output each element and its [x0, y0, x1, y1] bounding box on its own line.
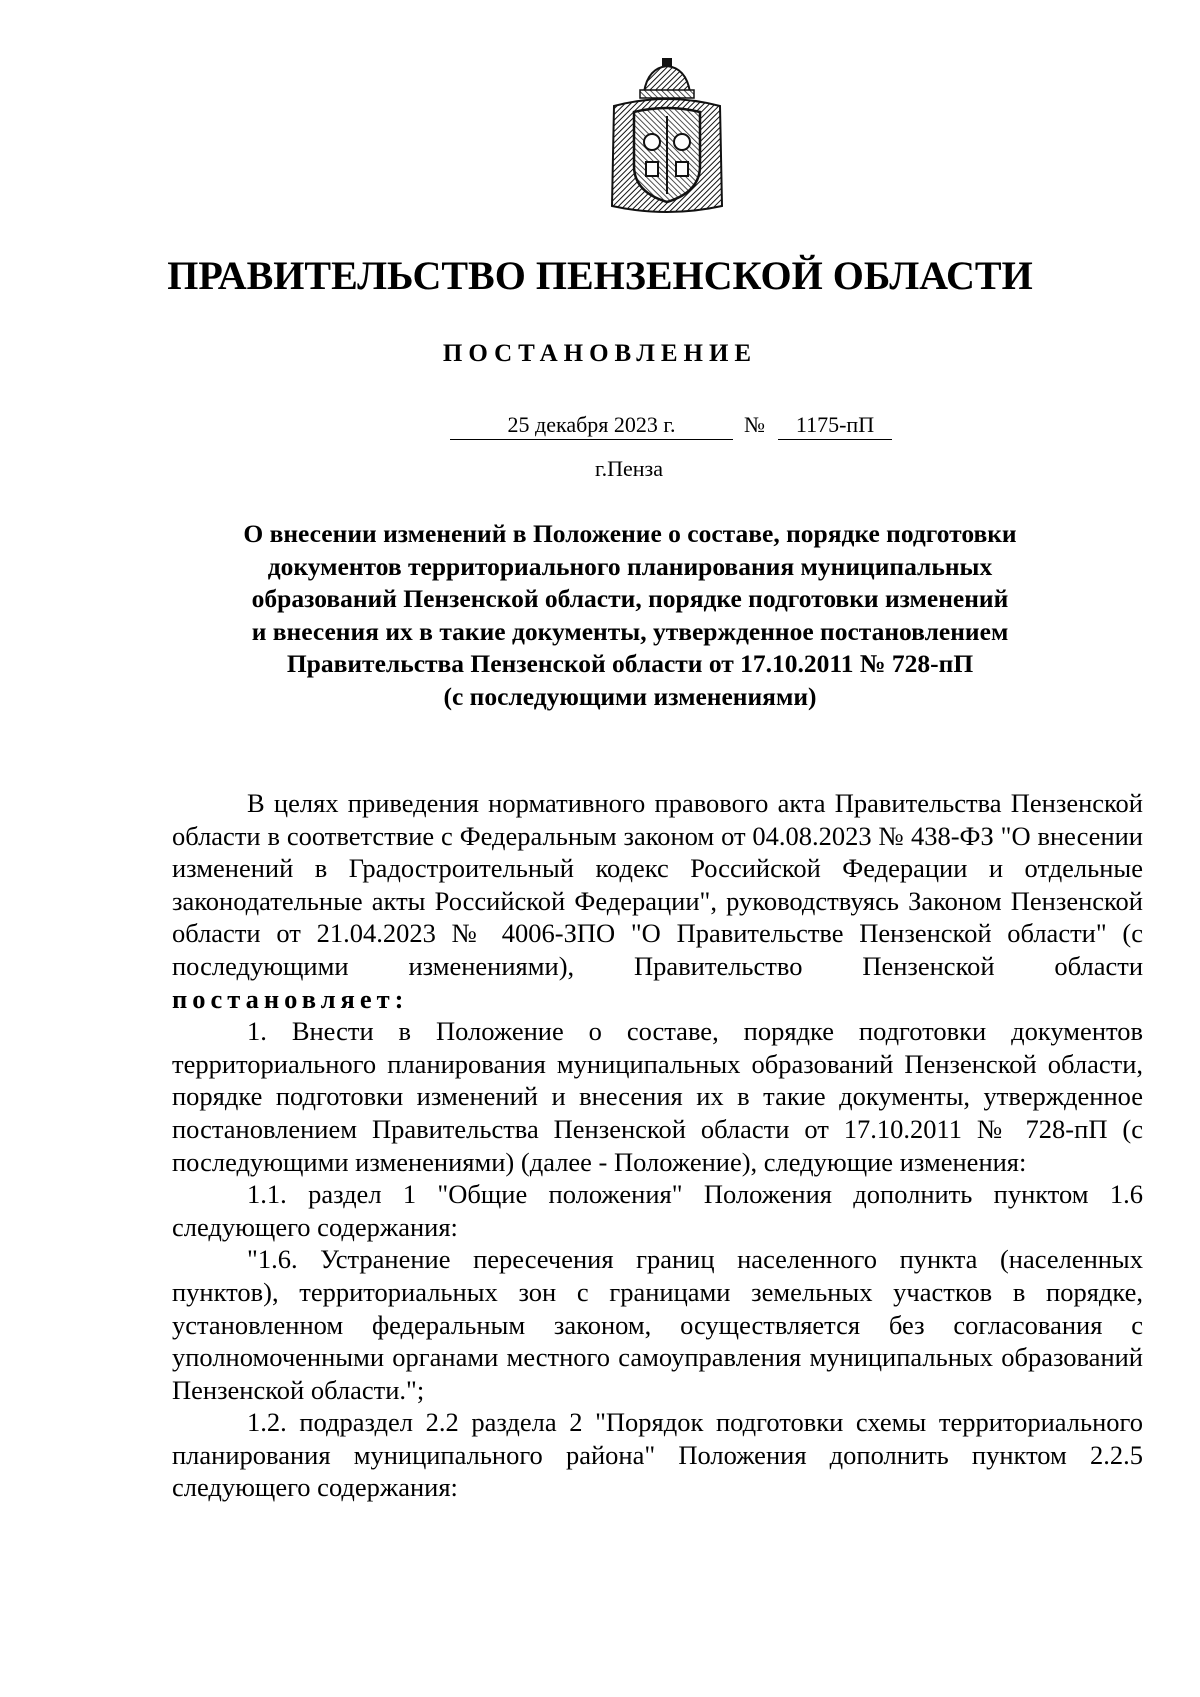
document-body — [172, 787, 1143, 1504]
document-date: 25 декабря 2023 г. — [450, 412, 733, 440]
item-1-1: 1.1. раздел 1 "Общие положения" Положения дополнить пунктом 1.6 следующего содержания: — [172, 1179, 1143, 1242]
title-line: и внесения их в такие документы, утвержденное постановлением — [251, 616, 1009, 646]
resolves-word: постановляет: — [172, 983, 409, 1014]
title-line: документов территориального планирования муниципальных — [267, 551, 993, 581]
document-number: 1175-пП — [778, 412, 892, 440]
number-sign: № — [744, 412, 765, 437]
title-line: Правительства Пензенской области от 17.10.2011 № 728-пП — [286, 649, 974, 679]
item-1-2: 1.2. подраздел 2.2 раздела 2 "Порядок подготовки схемы территориального планирования муниципального района" Положения дополнить пунктом 2.2.5 следующего содержания: — [172, 1407, 1143, 1503]
title-line: образований Пензенской области, порядке подготовки изменений — [251, 584, 1009, 614]
item-1-6-quote: "1.6. Устранение пересечения границ населенного пункта (населенных пунктов), территориальных зон с границами земельных участков в порядке, установленном федеральным законом, осуществляется без согласования с уполномоченными органами местного самоуправления муниципальных образований Пензенской области."; — [172, 1244, 1143, 1405]
item-1: 1. Внести в Положение о составе, порядке подготовки документов территориального планирования муниципальных образований Пензенской области, порядке подготовки изменений и внесения их в такие документы, утвержденное постановлением Правительства Пензенской области от 17.10.2011 № 728-пП (с последующими изменениями) (далее - Положение), следующие изменения: — [172, 1016, 1143, 1177]
government-name: ПРАВИТЕЛЬСТВО ПЕНЗЕНСКОЙ ОБЛАСТИ — [167, 253, 1033, 298]
title-line: (с последующими изменениями) — [443, 681, 817, 711]
date-number-row — [0, 412, 1200, 446]
document-title — [180, 518, 1080, 714]
preamble-paragraph — [172, 787, 1143, 1015]
city: г.Пенза — [595, 456, 663, 481]
coat-of-arms-emblem — [604, 56, 730, 216]
title-line: О внесении изменений в Положение о составе, порядке подготовки — [243, 519, 1017, 548]
preamble-text: В целях приведения нормативного правового акта Правительства Пензенской области в соответствие с Федеральным законом от 04.08.2023 № 438-ФЗ "О внесении изменений в Градостроительный кодекс Российской Федерации и отдельные законодательные акты Российской Федерации", руководствуясь Законом Пензенской области от 21.04.2023 № 4006-ЗПО "О Правительстве Пензенской области" (с последующими изменениями), Правительство Пензенской области — [172, 788, 1143, 981]
document-type: ПОСТАНОВЛЕНИЕ — [442, 340, 758, 367]
